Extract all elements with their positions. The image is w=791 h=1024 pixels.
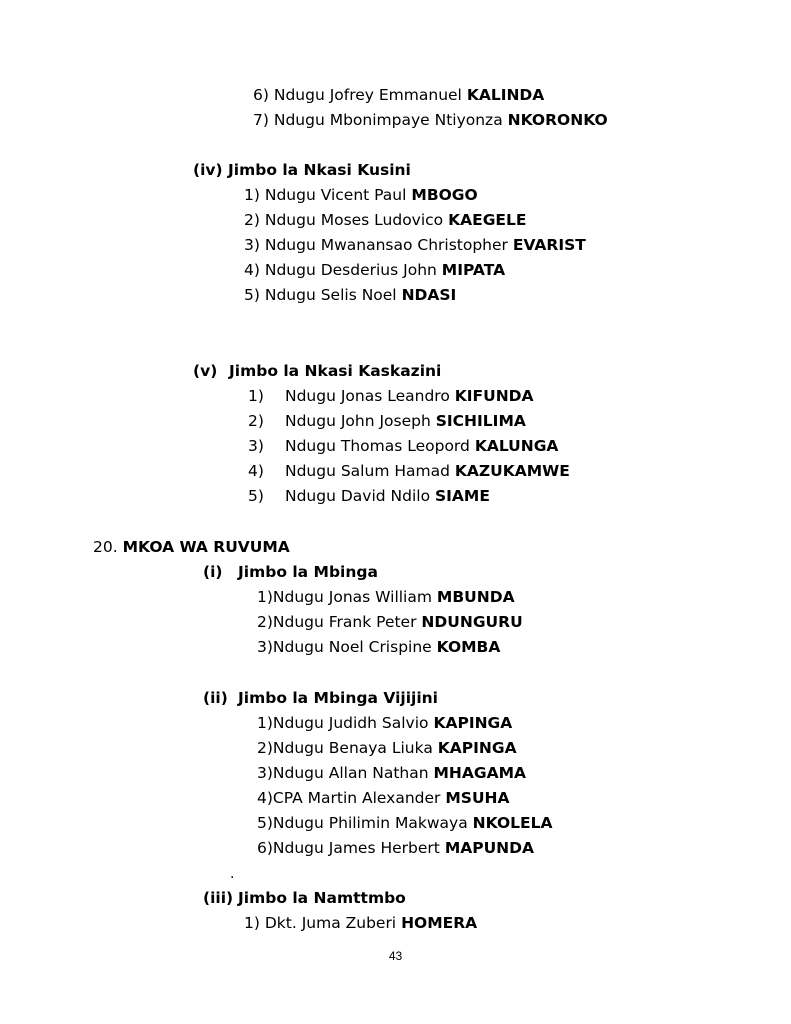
item-names: Ndugu Vicent Paul [264, 186, 407, 204]
item-surname: MIPATA [441, 261, 506, 279]
list-item [248, 459, 570, 484]
item-number: 5) [257, 814, 273, 832]
item-number: 1) [257, 588, 273, 606]
item-number: 5) [248, 487, 264, 505]
list-item [253, 108, 608, 133]
item-surname: SIAME [435, 487, 490, 505]
section-heading [203, 886, 406, 911]
item-number: 1) [244, 186, 260, 204]
list-item [257, 736, 517, 761]
item-number: 2) [244, 211, 260, 229]
list-item [257, 610, 523, 635]
list-item [257, 635, 500, 660]
section-title: Jimbo la Nkasi Kaskazini [229, 362, 442, 380]
section-label: (iii) [203, 889, 234, 907]
item-names: Dkt. Juma Zuberi [264, 914, 397, 932]
item-surname: NKOLELA [472, 814, 553, 832]
item-surname: KAPINGA [437, 739, 517, 757]
stray-dot: . [230, 866, 235, 882]
section-heading [193, 359, 441, 384]
list-item [244, 911, 477, 936]
item-names: Ndugu Jofrey Emmanuel [273, 86, 462, 104]
item-names: Ndugu Benaya Liuka [272, 739, 433, 757]
item-number: 1) [248, 387, 264, 405]
item-surname: NDASI [401, 286, 457, 304]
item-number: 7) [253, 111, 269, 129]
item-number: 3) [248, 437, 264, 455]
list-item [244, 233, 586, 258]
list-item [257, 761, 526, 786]
item-names: Ndugu Salum Hamad [285, 462, 450, 480]
list-item [248, 384, 534, 409]
item-names: Ndugu John Joseph [285, 412, 431, 430]
section-title: Jimbo la Mbinga [238, 563, 378, 581]
section-label: (v) [193, 362, 218, 380]
section-heading [203, 560, 378, 585]
item-number: 2) [257, 613, 273, 631]
item-names: CPA Martin Alexander [272, 789, 441, 807]
item-number: 3) [244, 236, 260, 254]
item-surname: HOMERA [401, 914, 478, 932]
item-names: Ndugu Jonas William [272, 588, 432, 606]
item-names: Ndugu Moses Ludovico [264, 211, 444, 229]
section-label: (i) [203, 563, 223, 581]
list-item [257, 585, 515, 610]
item-surname: EVARIST [512, 236, 586, 254]
item-surname: MSUHA [445, 789, 510, 807]
section-title: Jimbo la Nkasi Kusini [228, 161, 411, 179]
section-title: Jimbo la Mbinga Vijijini [238, 689, 438, 707]
list-item [244, 183, 478, 208]
list-item [248, 484, 490, 509]
item-names: Ndugu Philimin Makwaya [272, 814, 468, 832]
item-number: 4) [248, 462, 264, 480]
item-surname: KAZUKAMWE [454, 462, 570, 480]
item-surname: MHAGAMA [433, 764, 527, 782]
item-surname: SICHILIMA [435, 412, 526, 430]
item-names: Ndugu Allan Nathan [272, 764, 429, 782]
item-names: Ndugu Noel Crispine [272, 638, 432, 656]
item-surname: MAPUNDA [444, 839, 535, 857]
item-surname: KIFUNDA [454, 387, 534, 405]
section-label: (iv) [193, 161, 223, 179]
item-surname: KALINDA [466, 86, 545, 104]
item-names: Ndugu Thomas Leopord [285, 437, 470, 455]
region-heading [93, 535, 290, 560]
page-number: 43 [388, 949, 403, 963]
item-names: Ndugu Selis Noel [264, 286, 397, 304]
item-number: 6) [253, 86, 269, 104]
section-label: (ii) [203, 689, 228, 707]
list-item [257, 711, 512, 736]
list-item [253, 83, 544, 108]
item-names: Ndugu David Ndilo [285, 487, 431, 505]
item-number: 3) [257, 764, 273, 782]
item-surname: MBOGO [411, 186, 478, 204]
list-item [244, 283, 456, 308]
item-surname: NKORONKO [507, 111, 608, 129]
item-surname: KOMBA [436, 638, 501, 656]
item-names: Ndugu Desderius John [264, 261, 437, 279]
item-surname: KAPINGA [433, 714, 513, 732]
list-item [244, 258, 505, 283]
region-title: MKOA WA RUVUMA [122, 538, 290, 556]
item-names: Ndugu Jonas Leandro [285, 387, 450, 405]
list-item [248, 409, 526, 434]
item-number: 4) [257, 789, 273, 807]
list-item [248, 434, 558, 459]
item-names: Ndugu Judidh Salvio [272, 714, 429, 732]
item-number: 2) [248, 412, 264, 430]
item-names: Ndugu James Herbert [272, 839, 440, 857]
item-number: 3) [257, 638, 273, 656]
item-surname: MBUNDA [436, 588, 515, 606]
item-names: Ndugu Frank Peter [272, 613, 417, 631]
item-names: Ndugu Mwanansao Christopher [264, 236, 508, 254]
item-number: 6) [257, 839, 273, 857]
item-number: 5) [244, 286, 260, 304]
item-number: 4) [244, 261, 260, 279]
section-heading [193, 158, 411, 183]
item-surname: KAEGELE [448, 211, 527, 229]
section-heading [203, 686, 438, 711]
list-item [244, 208, 526, 233]
list-item [257, 811, 552, 836]
item-names: Ndugu Mbonimpaye Ntiyonza [273, 111, 503, 129]
item-number: 2) [257, 739, 273, 757]
item-number: 1) [244, 914, 260, 932]
item-number: 1) [257, 714, 273, 732]
list-item [257, 836, 534, 861]
region-number: 20. [93, 538, 118, 556]
list-item [257, 786, 510, 811]
item-surname: KALUNGA [474, 437, 559, 455]
section-title: Jimbo la Namttmbo [238, 889, 406, 907]
item-surname: NDUNGURU [421, 613, 523, 631]
